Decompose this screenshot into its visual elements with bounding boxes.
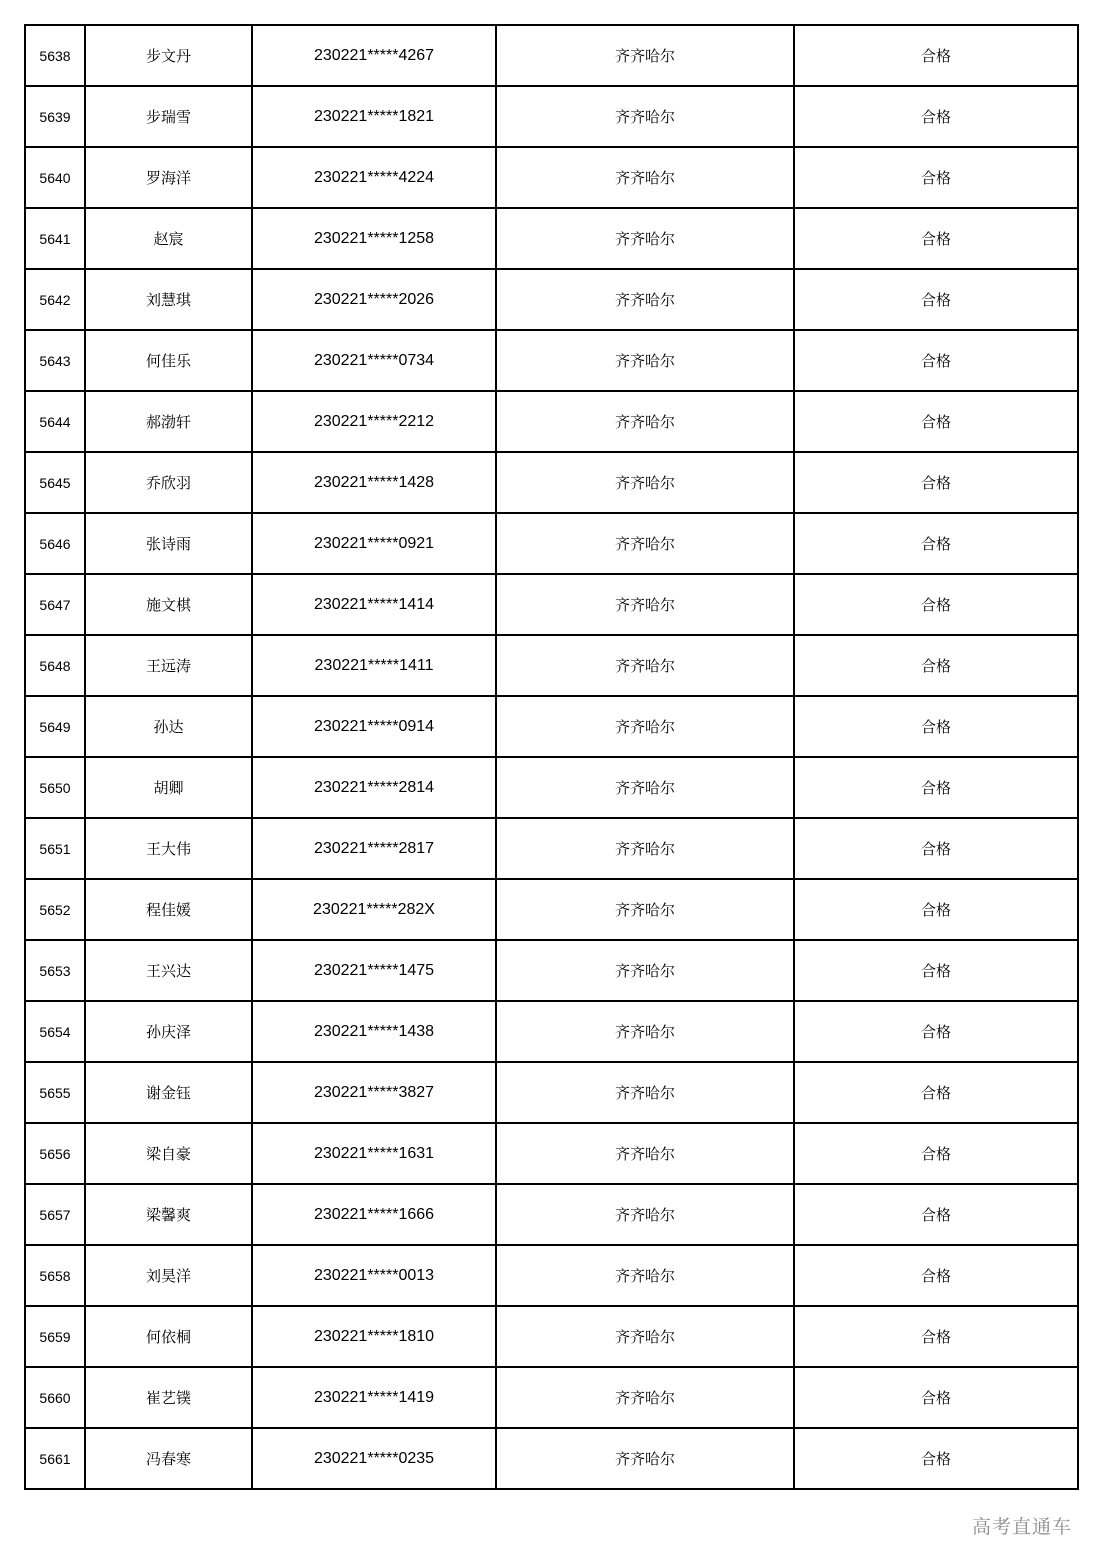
city: 齐齐哈尔 — [496, 818, 794, 879]
result: 合格 — [794, 1123, 1078, 1184]
row-number: 5656 — [25, 1123, 85, 1184]
id-number: 230221*****0013 — [252, 1245, 496, 1306]
table-row — [25, 330, 1078, 391]
person-name: 乔欣羽 — [85, 452, 252, 513]
id-number: 230221*****0734 — [252, 330, 496, 391]
row-number: 5647 — [25, 574, 85, 635]
result: 合格 — [794, 818, 1078, 879]
table-row — [25, 1306, 1078, 1367]
result: 合格 — [794, 696, 1078, 757]
row-number: 5641 — [25, 208, 85, 269]
person-name: 王兴达 — [85, 940, 252, 1001]
table-row — [25, 513, 1078, 574]
city: 齐齐哈尔 — [496, 147, 794, 208]
result: 合格 — [794, 25, 1078, 86]
table-row — [25, 879, 1078, 940]
result: 合格 — [794, 1245, 1078, 1306]
table-row — [25, 1428, 1078, 1489]
result: 合格 — [794, 1062, 1078, 1123]
table-row — [25, 147, 1078, 208]
row-number: 5640 — [25, 147, 85, 208]
row-number: 5639 — [25, 86, 85, 147]
row-number: 5653 — [25, 940, 85, 1001]
result: 合格 — [794, 635, 1078, 696]
row-number: 5655 — [25, 1062, 85, 1123]
row-number: 5648 — [25, 635, 85, 696]
person-name: 梁馨爽 — [85, 1184, 252, 1245]
table-row — [25, 1245, 1078, 1306]
result: 合格 — [794, 513, 1078, 574]
person-name: 刘昊洋 — [85, 1245, 252, 1306]
row-number: 5638 — [25, 25, 85, 86]
row-number: 5643 — [25, 330, 85, 391]
result: 合格 — [794, 1184, 1078, 1245]
city: 齐齐哈尔 — [496, 696, 794, 757]
result: 合格 — [794, 1428, 1078, 1489]
person-name: 何依桐 — [85, 1306, 252, 1367]
id-number: 230221*****1411 — [252, 635, 496, 696]
person-name: 程佳媛 — [85, 879, 252, 940]
result: 合格 — [794, 208, 1078, 269]
city: 齐齐哈尔 — [496, 1062, 794, 1123]
result: 合格 — [794, 391, 1078, 452]
result: 合格 — [794, 574, 1078, 635]
person-name: 孙庆泽 — [85, 1001, 252, 1062]
city: 齐齐哈尔 — [496, 574, 794, 635]
person-name: 冯春寒 — [85, 1428, 252, 1489]
city: 齐齐哈尔 — [496, 513, 794, 574]
row-number: 5661 — [25, 1428, 85, 1489]
city: 齐齐哈尔 — [496, 1184, 794, 1245]
city: 齐齐哈尔 — [496, 1428, 794, 1489]
city: 齐齐哈尔 — [496, 1306, 794, 1367]
row-number: 5660 — [25, 1367, 85, 1428]
person-name: 步瑞雪 — [85, 86, 252, 147]
result: 合格 — [794, 269, 1078, 330]
row-number: 5657 — [25, 1184, 85, 1245]
table-row — [25, 940, 1078, 1001]
row-number: 5659 — [25, 1306, 85, 1367]
person-name: 罗海洋 — [85, 147, 252, 208]
table-row — [25, 818, 1078, 879]
id-number: 230221*****0914 — [252, 696, 496, 757]
roster-table-body — [25, 25, 1078, 1489]
table-row — [25, 574, 1078, 635]
person-name: 何佳乐 — [85, 330, 252, 391]
id-number: 230221*****4224 — [252, 147, 496, 208]
table-row — [25, 86, 1078, 147]
city: 齐齐哈尔 — [496, 1367, 794, 1428]
table-row — [25, 269, 1078, 330]
city: 齐齐哈尔 — [496, 86, 794, 147]
result: 合格 — [794, 757, 1078, 818]
result: 合格 — [794, 1306, 1078, 1367]
table-row — [25, 1123, 1078, 1184]
watermark: 高考直通车 — [972, 1512, 1072, 1539]
person-name: 王大伟 — [85, 818, 252, 879]
table-row — [25, 391, 1078, 452]
city: 齐齐哈尔 — [496, 452, 794, 513]
row-number: 5651 — [25, 818, 85, 879]
id-number: 230221*****1428 — [252, 452, 496, 513]
person-name: 刘慧琪 — [85, 269, 252, 330]
row-number: 5646 — [25, 513, 85, 574]
person-name: 张诗雨 — [85, 513, 252, 574]
result: 合格 — [794, 147, 1078, 208]
city: 齐齐哈尔 — [496, 635, 794, 696]
id-number: 230221*****1475 — [252, 940, 496, 1001]
result: 合格 — [794, 1001, 1078, 1062]
person-name: 赵宸 — [85, 208, 252, 269]
id-number: 230221*****2026 — [252, 269, 496, 330]
city: 齐齐哈尔 — [496, 330, 794, 391]
id-number: 230221*****1419 — [252, 1367, 496, 1428]
id-number: 230221*****1438 — [252, 1001, 496, 1062]
person-name: 谢金钰 — [85, 1062, 252, 1123]
id-number: 230221*****1258 — [252, 208, 496, 269]
table-row — [25, 1001, 1078, 1062]
person-name: 梁自豪 — [85, 1123, 252, 1184]
person-name: 步文丹 — [85, 25, 252, 86]
city: 齐齐哈尔 — [496, 391, 794, 452]
id-number: 230221*****2817 — [252, 818, 496, 879]
person-name: 胡卿 — [85, 757, 252, 818]
row-number: 5645 — [25, 452, 85, 513]
table-row — [25, 208, 1078, 269]
person-name: 郝渤轩 — [85, 391, 252, 452]
row-number: 5654 — [25, 1001, 85, 1062]
city: 齐齐哈尔 — [496, 1001, 794, 1062]
result: 合格 — [794, 1367, 1078, 1428]
city: 齐齐哈尔 — [496, 940, 794, 1001]
table-row — [25, 1062, 1078, 1123]
id-number: 230221*****0235 — [252, 1428, 496, 1489]
id-number: 230221*****0921 — [252, 513, 496, 574]
id-number: 230221*****282X — [252, 879, 496, 940]
person-name: 王远涛 — [85, 635, 252, 696]
result: 合格 — [794, 452, 1078, 513]
city: 齐齐哈尔 — [496, 208, 794, 269]
table-row — [25, 25, 1078, 86]
table-row — [25, 696, 1078, 757]
id-number: 230221*****2212 — [252, 391, 496, 452]
row-number: 5652 — [25, 879, 85, 940]
table-row — [25, 1367, 1078, 1428]
table-row — [25, 635, 1078, 696]
table-row — [25, 1184, 1078, 1245]
roster-table — [24, 24, 1079, 1490]
table-row — [25, 452, 1078, 513]
id-number: 230221*****1631 — [252, 1123, 496, 1184]
row-number: 5642 — [25, 269, 85, 330]
row-number: 5644 — [25, 391, 85, 452]
id-number: 230221*****1821 — [252, 86, 496, 147]
id-number: 230221*****1666 — [252, 1184, 496, 1245]
city: 齐齐哈尔 — [496, 269, 794, 330]
city: 齐齐哈尔 — [496, 25, 794, 86]
id-number: 230221*****4267 — [252, 25, 496, 86]
person-name: 崔艺镤 — [85, 1367, 252, 1428]
city: 齐齐哈尔 — [496, 757, 794, 818]
id-number: 230221*****1414 — [252, 574, 496, 635]
result: 合格 — [794, 940, 1078, 1001]
row-number: 5650 — [25, 757, 85, 818]
person-name: 施文棋 — [85, 574, 252, 635]
id-number: 230221*****3827 — [252, 1062, 496, 1123]
row-number: 5658 — [25, 1245, 85, 1306]
person-name: 孙达 — [85, 696, 252, 757]
city: 齐齐哈尔 — [496, 1245, 794, 1306]
result: 合格 — [794, 330, 1078, 391]
table-row — [25, 757, 1078, 818]
id-number: 230221*****1810 — [252, 1306, 496, 1367]
row-number: 5649 — [25, 696, 85, 757]
result: 合格 — [794, 86, 1078, 147]
city: 齐齐哈尔 — [496, 879, 794, 940]
id-number: 230221*****2814 — [252, 757, 496, 818]
result: 合格 — [794, 879, 1078, 940]
city: 齐齐哈尔 — [496, 1123, 794, 1184]
